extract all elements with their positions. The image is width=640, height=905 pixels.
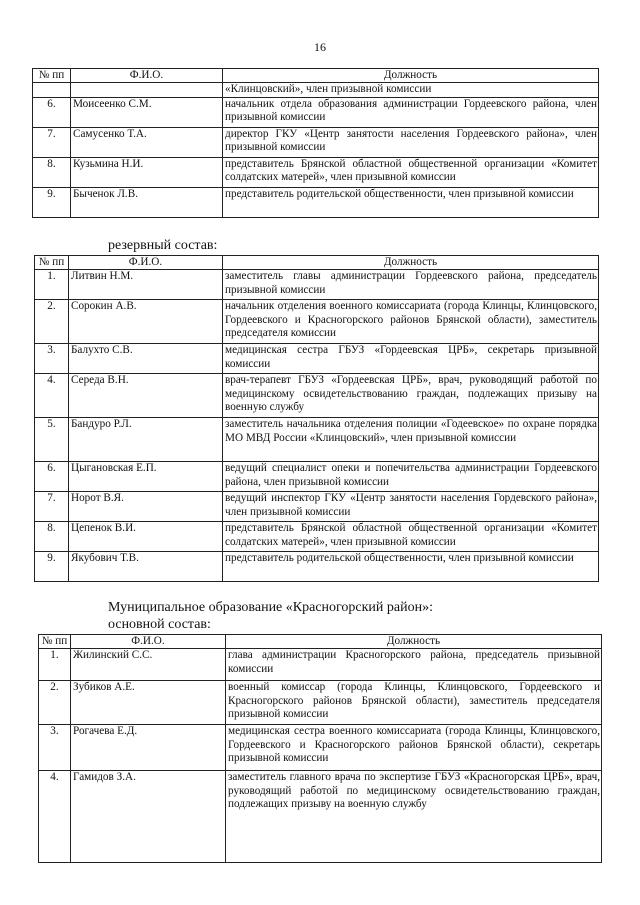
header-name: Ф.И.О. [69,256,223,270]
row-num: 1. [39,649,71,681]
row-num: 3. [35,344,69,374]
table-row [35,344,599,374]
page-number: 16 [314,40,326,54]
table-header-row [39,635,602,649]
row-position: представитель родительской общественности, член призывной комиссии [223,187,599,217]
header-position: Должность [223,69,599,83]
row-position: заместитель главного врача по экспертизе ГБУЗ «Красногорская ЦРБ», врач, руководящий работой по медицинскому освидетельствованию граждан, подлежащих призыву на военную службу [226,771,602,863]
reserve-caption: резервный состав: [108,238,218,253]
row-position: ведущий инспектор ГКУ «Центр занятости населения Гордевского района», член призывной комиссии [223,492,599,522]
row-num: 4. [39,771,71,863]
row-position: директор ГКУ «Центр занятости населения Гордеевского района», член призывной комиссии [223,127,599,157]
municipality-caption: Муниципальное образование «Красногорский район»: [108,600,434,615]
row-name: Рогачева Е.Д. [71,725,226,771]
row-num: 9. [35,552,69,582]
row-position: военный комиссар (города Клинцы, Клинцовского, Гордеевского и Красногорского районов Брянской области), заместитель председателя призывной комиссии [226,681,602,725]
row-name: Зубиков А.Е. [71,681,226,725]
commission-table-krasnogorsky-main [38,634,602,863]
row-num: 7. [35,492,69,522]
row-name [71,83,223,98]
row-name: Норот В.Я. [69,492,223,522]
table-row [33,127,599,157]
table-row [39,771,602,863]
header-num: № пп [35,256,69,270]
row-position: медицинская сестра военного комиссариата (города Клинцы, Клинцовского, Гордеевского и Красногорского районов Брянской области), секретарь призывной комиссии [226,725,602,771]
row-name: Середа В.Н. [69,374,223,418]
row-position: представитель родительской общественности, член призывной комиссии [223,552,599,582]
table-row [39,681,602,725]
row-num: 6. [35,462,69,492]
row-num: 4. [35,374,69,418]
row-num: 6. [33,97,71,127]
row-name: Литвин Н.М. [69,270,223,300]
table-row [35,374,599,418]
table-row [35,270,599,300]
row-num: 8. [35,522,69,552]
header-num: № пп [39,635,71,649]
row-position: врач-терапевт ГБУЗ «Гордеевская ЦРБ», врач, руководящий работой по медицинскому освидетельствованию граждан, подлежащих призыву на военную службу [223,374,599,418]
table-row [33,187,599,217]
row-position: начальник отделения военного комиссариата (города Клинцы, Клинцовского, Гордеевского и Красногорского районов Брянской области), заместитель председателя комиссии [223,300,599,344]
row-name: Цепенок В.И. [69,522,223,552]
header-name: Ф.И.О. [71,69,223,83]
row-position: заместитель главы администрации Гордеевского района, председатель призывной комиссии [223,270,599,300]
row-name: Быченок Л.В. [71,187,223,217]
commission-table-gordeevsky-reserve [34,255,599,582]
row-name: Кузьмина Н.И. [71,157,223,187]
row-name: Гамидов З.А. [71,771,226,863]
row-position: представитель Брянской областной общественной организации «Комитет солдатских матерей», член призывной комиссии [223,522,599,552]
row-name: Балухто С.В. [69,344,223,374]
row-name: Жилинский С.С. [71,649,226,681]
table-row [35,522,599,552]
table-row [35,418,599,462]
row-name: Цыгановская Е.П. [69,462,223,492]
table-row [33,97,599,127]
table-row [35,462,599,492]
row-num: 3. [39,725,71,771]
table-row [33,83,599,98]
table-row [35,300,599,344]
table-row [33,157,599,187]
row-position: представитель Брянской областной общественной организации «Комитет солдатских матерей», член призывной комиссии [223,157,599,187]
row-num: 5. [35,418,69,462]
row-name: Якубович Т.В. [69,552,223,582]
main-caption: основной состав: [108,617,211,632]
row-name: Сорокин А.В. [69,300,223,344]
commission-table-gordeevsky-main-continued [32,68,599,218]
row-position: глава администрации Красногорского района, председатель призывной комиссии [226,649,602,681]
row-num: 7. [33,127,71,157]
table-row [35,552,599,582]
row-num: 1. [35,270,69,300]
row-position: заместитель начальника отделения полиции «Годеевское» по охране порядка МО МВД России «Клинцовский», член призывной комиссии [223,418,599,462]
table-row [39,725,602,771]
header-position: Должность [223,256,599,270]
row-position: начальник отдела образования администрации Гордеевского района, член призывной комиссии [223,97,599,127]
table-header-row [35,256,599,270]
row-position: «Клинцовский», член призывной комиссии [223,83,599,98]
row-name: Моисеенко С.М. [71,97,223,127]
header-position: Должность [226,635,602,649]
row-num [33,83,71,98]
row-name: Бандуро Р.Л. [69,418,223,462]
row-name: Самусенко Т.А. [71,127,223,157]
row-num: 2. [39,681,71,725]
row-position: медицинская сестра ГБУЗ «Гордеевская ЦРБ», секретарь призывной комиссии [223,344,599,374]
header-num: № пп [33,69,71,83]
table-row [35,492,599,522]
header-name: Ф.И.О. [71,635,226,649]
table-header-row [33,69,599,83]
table-row [39,649,602,681]
row-position: ведущий специалист опеки и попечительства администрации Гордеевского района, член призывной комиссии [223,462,599,492]
row-num: 8. [33,157,71,187]
row-num: 9. [33,187,71,217]
row-num: 2. [35,300,69,344]
